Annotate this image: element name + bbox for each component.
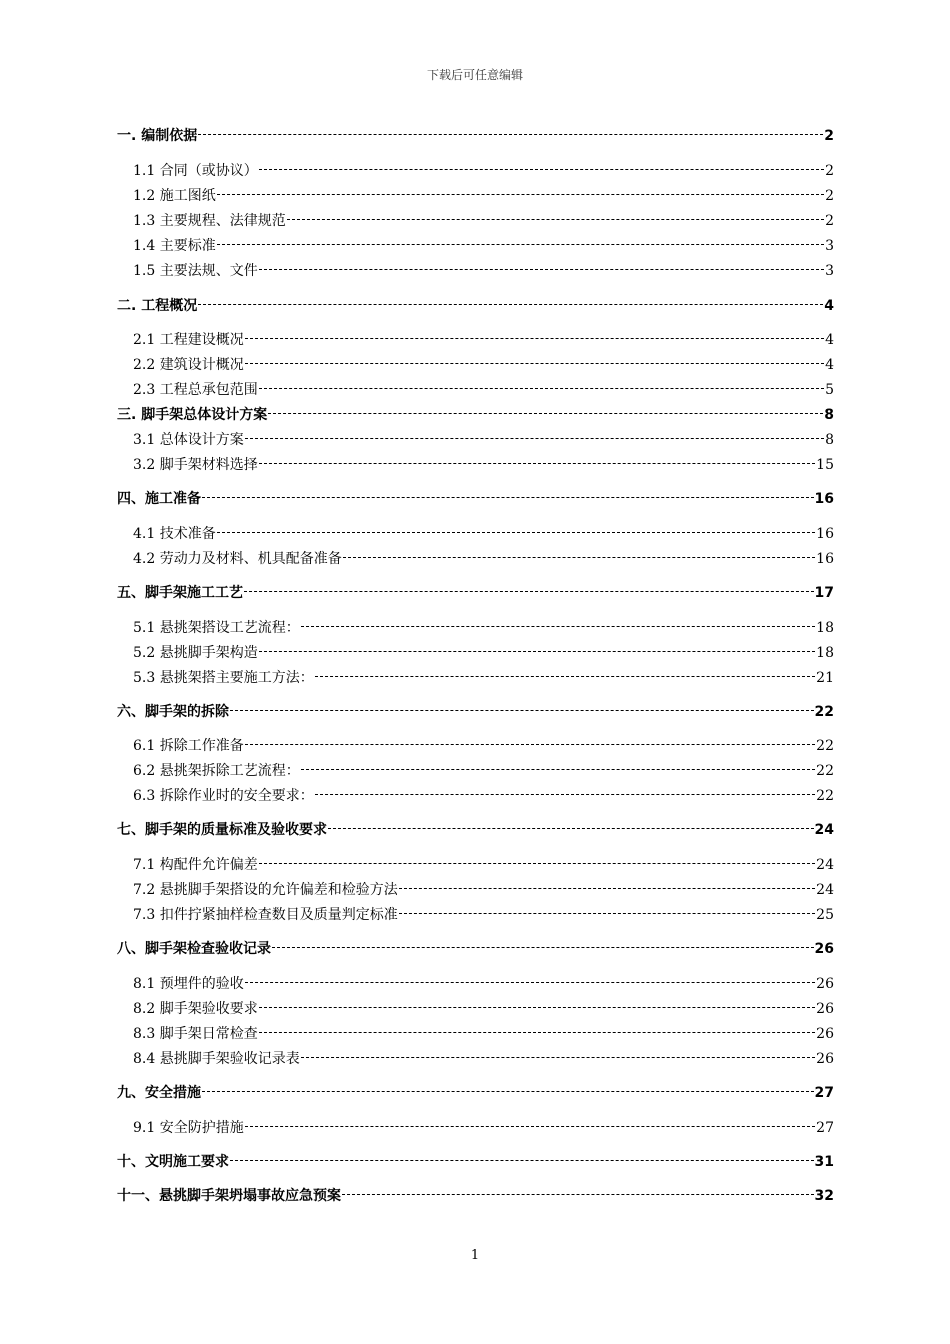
toc-section-entry[interactable] — [0, 786, 950, 806]
toc-chapter-entry[interactable] — [0, 702, 950, 722]
toc-entry-page: 24 — [816, 882, 834, 898]
toc-entry-title: 三. 脚手架总体设计方案 — [117, 407, 268, 423]
toc-section-entry[interactable] — [0, 905, 950, 925]
toc-entry-title: 二. 工程概况 — [117, 298, 198, 314]
toc-entry-page: 2 — [825, 188, 834, 204]
toc-section-entry[interactable] — [0, 236, 950, 256]
toc-chapter-entry[interactable] — [0, 820, 950, 840]
toc-chapter-entry[interactable] — [0, 1186, 950, 1206]
toc-entry-title: 3.2 脚手架材料选择 — [133, 457, 258, 473]
toc-entry-title: 3.1 总体设计方案 — [133, 432, 244, 448]
toc-leader-dashes — [202, 497, 814, 498]
toc-section-entry[interactable] — [0, 855, 950, 875]
toc-section-entry[interactable] — [0, 643, 950, 663]
toc-leader-dashes — [343, 557, 815, 558]
toc-section-entry[interactable] — [0, 1118, 950, 1138]
toc-leader-dashes — [259, 463, 815, 464]
toc-entry-page: 26 — [814, 941, 834, 957]
toc-entry-page: 18 — [816, 620, 834, 636]
toc-leader-dashes — [259, 169, 824, 170]
toc-entry-page: 4 — [824, 298, 834, 314]
toc-entry-title: 九、安全措施 — [117, 1085, 201, 1101]
toc-entry-title: 7.2 悬挑脚手架搭设的允许偏差和检验方法 — [133, 882, 398, 898]
toc-chapter-entry[interactable] — [0, 126, 950, 146]
toc-entry-title: 8.2 脚手架验收要求 — [133, 1001, 258, 1017]
toc-leader-dashes — [244, 591, 814, 592]
toc-entry-title: 一. 编制依据 — [117, 128, 198, 144]
toc-entry-title: 2.2 建筑设计概况 — [133, 357, 244, 373]
toc-leader-dashes — [259, 863, 815, 864]
toc-entry-title: 6.3 拆除作业时的安全要求： — [133, 788, 314, 804]
toc-entry-page: 22 — [816, 738, 834, 754]
toc-leader-dashes — [301, 769, 815, 770]
toc-leader-dashes — [399, 888, 815, 889]
toc-leader-dashes — [245, 744, 815, 745]
toc-entry-title: 1.3 主要规程、法律规范 — [133, 213, 286, 229]
toc-leader-dashes — [315, 794, 815, 795]
toc-section-entry[interactable] — [0, 261, 950, 281]
toc-leader-dashes — [202, 1091, 814, 1092]
toc-leader-dashes — [272, 947, 814, 948]
toc-entry-page: 27 — [814, 1085, 834, 1101]
toc-entry-title: 9.1 安全防护措施 — [133, 1120, 244, 1136]
toc-section-entry[interactable] — [0, 618, 950, 638]
toc-section-entry[interactable] — [0, 549, 950, 569]
toc-entry-title: 十一、悬挑脚手架坍塌事故应急预案 — [117, 1188, 341, 1204]
toc-leader-dashes — [217, 244, 824, 245]
toc-leader-dashes — [259, 651, 815, 652]
toc-entry-title: 4.2 劳动力及材料、机具配备准备 — [133, 551, 342, 567]
toc-entry-title: 6.2 悬挑架拆除工艺流程： — [133, 763, 300, 779]
toc-leader-dashes — [287, 219, 824, 220]
toc-entry-title: 六、脚手架的拆除 — [117, 704, 229, 720]
toc-entry-page: 26 — [816, 1026, 834, 1042]
toc-chapter-entry[interactable] — [0, 1083, 950, 1103]
toc-leader-dashes — [342, 1194, 814, 1195]
toc-entry-page: 32 — [814, 1188, 834, 1204]
toc-entry-page: 4 — [825, 357, 834, 373]
toc-leader-dashes — [230, 710, 814, 711]
toc-section-entry[interactable] — [0, 1049, 950, 1069]
toc-entry-title: 1.4 主要标准 — [133, 238, 216, 254]
toc-entry-title: 4.1 技术准备 — [133, 526, 216, 542]
toc-entry-page: 25 — [816, 907, 834, 923]
toc-entry-page: 22 — [816, 788, 834, 804]
toc-entry-title: 1.1 合同（或协议） — [133, 163, 258, 179]
toc-section-entry[interactable] — [0, 211, 950, 231]
toc-entry-title: 四、施工准备 — [117, 491, 201, 507]
toc-entry-title: 1.5 主要法规、文件 — [133, 263, 258, 279]
toc-leader-dashes — [198, 304, 823, 305]
toc-section-entry[interactable] — [0, 668, 950, 688]
toc-section-entry[interactable] — [0, 1024, 950, 1044]
toc-entry-page: 26 — [816, 976, 834, 992]
toc-entry-page: 8 — [824, 407, 834, 423]
toc-entry-page: 2 — [825, 213, 834, 229]
toc-section-entry[interactable] — [0, 330, 950, 350]
toc-entry-title: 5.2 悬挑脚手架构造 — [133, 645, 258, 661]
page-number: 1 — [470, 1248, 480, 1263]
toc-leader-dashes — [301, 626, 815, 627]
toc-chapter-entry[interactable] — [0, 489, 950, 509]
toc-leader-dashes — [328, 828, 814, 829]
toc-entry-page: 5 — [825, 382, 834, 398]
toc-leader-dashes — [268, 413, 823, 414]
toc-section-entry[interactable] — [0, 380, 950, 400]
toc-section-entry[interactable] — [0, 974, 950, 994]
toc-entry-page: 24 — [814, 822, 834, 838]
toc-entry-page: 2 — [824, 128, 834, 144]
toc-chapter-entry[interactable] — [0, 1152, 950, 1172]
toc-leader-dashes — [198, 134, 823, 135]
toc-entry-title: 五、脚手架施工工艺 — [117, 585, 243, 601]
toc-entry-title: 七、脚手架的质量标准及验收要求 — [117, 822, 327, 838]
toc-leader-dashes — [217, 194, 824, 195]
toc-entry-page: 2 — [825, 163, 834, 179]
toc-section-entry[interactable] — [0, 161, 950, 181]
toc-leader-dashes — [259, 388, 824, 389]
toc-leader-dashes — [259, 1007, 815, 1008]
toc-entry-title: 2.1 工程建设概况 — [133, 332, 244, 348]
toc-chapter-entry[interactable] — [0, 583, 950, 603]
toc-entry-page: 27 — [816, 1120, 834, 1136]
toc-section-entry[interactable] — [0, 761, 950, 781]
toc-entry-page: 16 — [814, 491, 834, 507]
toc-chapter-entry[interactable] — [0, 405, 950, 425]
toc-entry-page: 4 — [825, 332, 834, 348]
toc-entry-page: 31 — [814, 1154, 834, 1170]
toc-entry-title: 5.3 悬挑架搭主要施工方法： — [133, 670, 314, 686]
page-header: 下载后可任意编辑 — [426, 68, 523, 82]
toc-entry-title: 7.3 扣件拧紧抽样检查数目及质量判定标准 — [133, 907, 398, 923]
toc-leader-dashes — [245, 438, 824, 439]
toc-entry-title: 2.3 工程总承包范围 — [133, 382, 258, 398]
toc-entry-page: 16 — [816, 526, 834, 542]
toc-entry-page: 24 — [816, 857, 834, 873]
toc-leader-dashes — [245, 1126, 815, 1127]
toc-entry-page: 22 — [816, 763, 834, 779]
toc-section-entry[interactable] — [0, 736, 950, 756]
toc-entry-page: 3 — [825, 238, 834, 254]
toc-entry-title: 6.1 拆除工作准备 — [133, 738, 244, 754]
toc-entry-page: 26 — [816, 1051, 834, 1067]
toc-entry-page: 16 — [816, 551, 834, 567]
toc-leader-dashes — [245, 338, 824, 339]
toc-entry-page: 8 — [825, 432, 834, 448]
toc-entry-title: 7.1 构配件允许偏差 — [133, 857, 258, 873]
toc-entry-title: 8.4 悬挑脚手架验收记录表 — [133, 1051, 300, 1067]
toc-entry-title: 8.1 预埋件的验收 — [133, 976, 244, 992]
toc-entry-page: 22 — [814, 704, 834, 720]
toc-chapter-entry[interactable] — [0, 296, 950, 316]
toc-entry-title: 1.2 施工图纸 — [133, 188, 216, 204]
toc-entry-page: 17 — [814, 585, 834, 601]
toc-entry-page: 26 — [816, 1001, 834, 1017]
toc-leader-dashes — [230, 1160, 814, 1161]
toc-leader-dashes — [259, 269, 824, 270]
toc-section-entry[interactable] — [0, 880, 950, 900]
toc-leader-dashes — [259, 1032, 815, 1033]
toc-section-entry[interactable] — [0, 999, 950, 1019]
toc-leader-dashes — [399, 913, 815, 914]
toc-section-entry[interactable] — [0, 355, 950, 375]
toc-chapter-entry[interactable] — [0, 939, 950, 959]
toc-leader-dashes — [315, 676, 815, 677]
toc-leader-dashes — [301, 1057, 815, 1058]
toc-section-entry[interactable] — [0, 430, 950, 450]
toc-entry-title: 5.1 悬挑架搭设工艺流程： — [133, 620, 300, 636]
toc-entry-title: 8.3 脚手架日常检查 — [133, 1026, 258, 1042]
toc-entry-page: 21 — [816, 670, 834, 686]
toc-leader-dashes — [245, 982, 815, 983]
toc-entry-page: 15 — [816, 457, 834, 473]
toc-section-entry[interactable] — [0, 524, 950, 544]
toc-entry-title: 十、文明施工要求 — [117, 1154, 229, 1170]
toc-entry-page: 18 — [816, 645, 834, 661]
toc-entry-page: 3 — [825, 263, 834, 279]
toc-entry-title: 八、脚手架检查验收记录 — [117, 941, 271, 957]
toc-section-entry[interactable] — [0, 455, 950, 475]
toc-leader-dashes — [217, 532, 815, 533]
toc-section-entry[interactable] — [0, 186, 950, 206]
toc-leader-dashes — [245, 363, 824, 364]
